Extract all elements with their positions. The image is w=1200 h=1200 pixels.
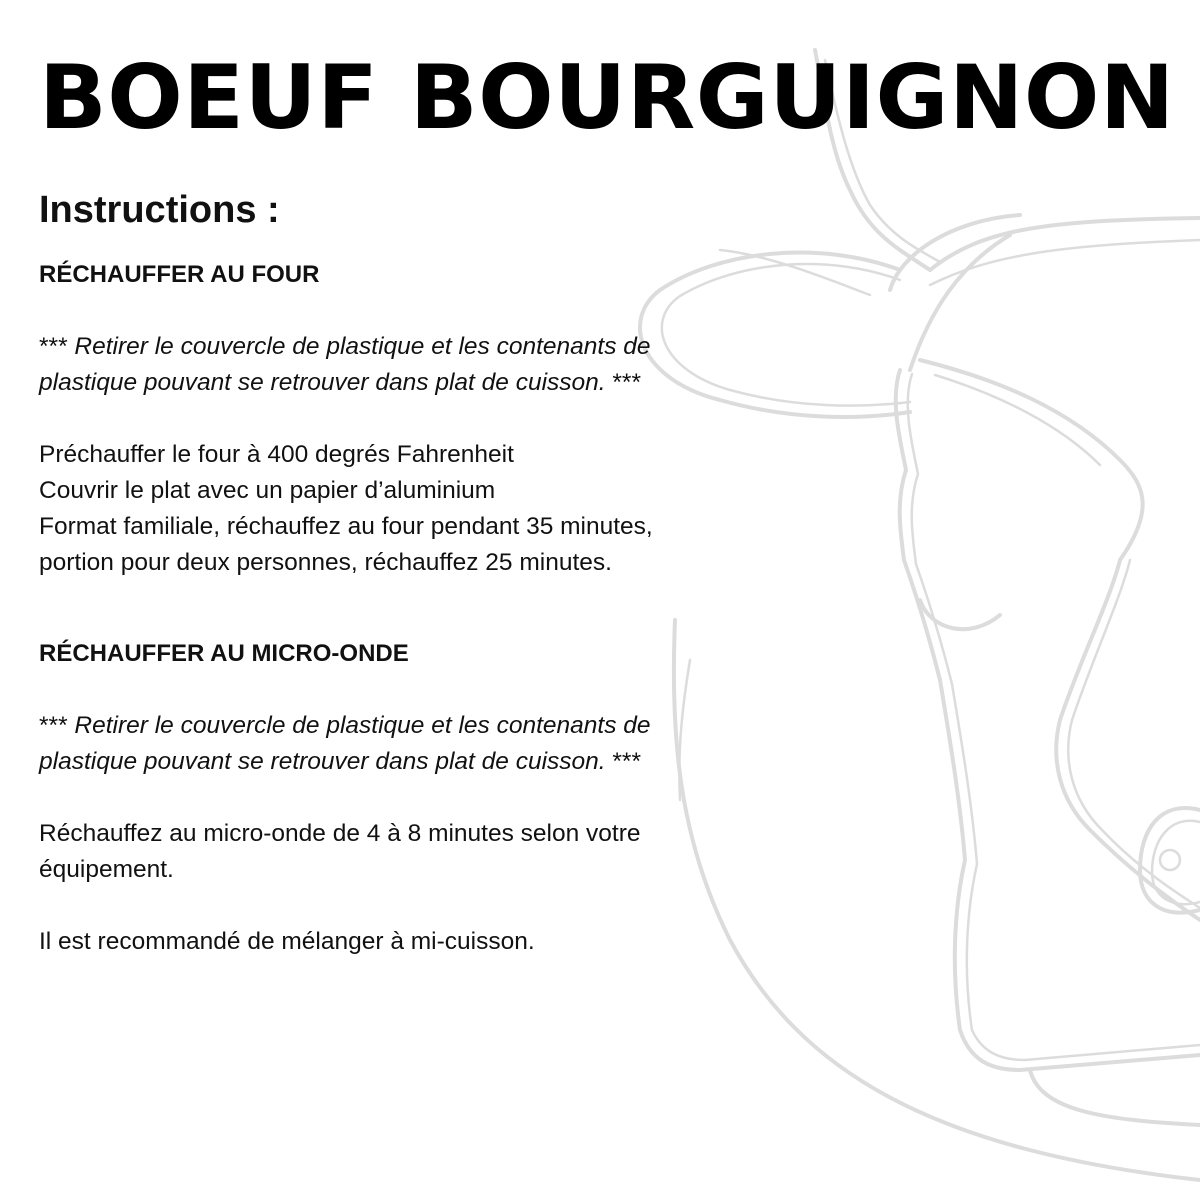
- warning-text: Retirer le couvercle de plastique et les contenants de: [67, 712, 651, 739]
- warning-stars: ***: [612, 369, 641, 396]
- oven-steps: [39, 437, 759, 581]
- oven-step: Préchauffer le four à 400 degrés Fahrenheit: [39, 441, 514, 468]
- oven-step: portion pour deux personnes, réchauffez 25 minutes.: [39, 549, 612, 576]
- dish-title: BOEUF BOURGUIGNON: [39, 46, 1175, 149]
- warning-text: plastique pouvant se retrouver dans plat de cuisson.: [39, 369, 613, 396]
- oven-step: Couvrir le plat avec un papier d’aluminium: [39, 477, 496, 504]
- warning-line-1: [39, 329, 759, 365]
- warning-line-2: [39, 744, 759, 780]
- oven-plastic-warning: [39, 329, 759, 401]
- instructions-heading: Instructions :: [39, 189, 280, 231]
- microwave-steps: [39, 816, 759, 888]
- warning-stars: ***: [39, 712, 68, 739]
- bull-head-illustration-icon: [600, 40, 1200, 1200]
- warning-text: plastique pouvant se retrouver dans plat de cuisson.: [39, 748, 613, 775]
- microwave-section-heading: RÉCHAUFFER AU MICRO-ONDE: [39, 640, 409, 667]
- warning-line-1: [39, 708, 759, 744]
- oven-step: Format familiale, réchauffez au four pendant 35 minutes,: [39, 513, 653, 540]
- warning-line-2: [39, 365, 759, 401]
- microwave-plastic-warning: [39, 708, 759, 780]
- stirring-note: Il est recommandé de mélanger à mi-cuisson.: [39, 928, 535, 955]
- microwave-step: équipement.: [39, 856, 174, 883]
- warning-text: Retirer le couvercle de plastique et les contenants de: [67, 333, 651, 360]
- warning-stars: ***: [612, 748, 641, 775]
- oven-section-heading: RÉCHAUFFER AU FOUR: [39, 261, 320, 288]
- warning-stars: ***: [39, 333, 68, 360]
- microwave-step: Réchauffez au micro-onde de 4 à 8 minutes selon votre: [39, 820, 641, 847]
